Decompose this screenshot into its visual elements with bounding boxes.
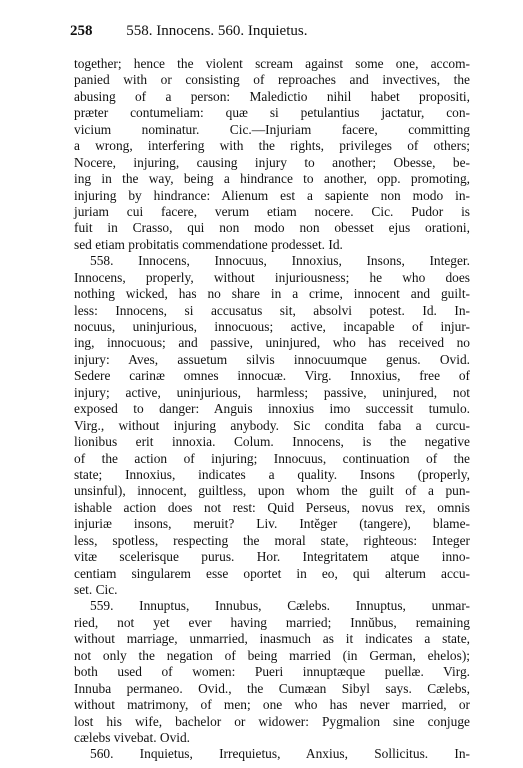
text-line: unsinful), innocent, guiltless, upon whom the guilt of a pun- [74,483,470,499]
text-line: abusing of a person: Maledictio nihil habet propositi, [74,88,470,104]
text-line: Virg., without injuring anybody. Sic condita faba a curcu- [74,417,470,433]
text-line: injuring by hindrance: Alienum est a sapiente non modo in- [74,187,470,203]
text-line: juriam cui facere, verum etiam nocere. Cic. Pudor is [74,203,470,219]
text-line: vitæ scelerisque purus. Hor. Integritatem atque inno- [74,549,470,565]
text-line: injuriæ insons, meruit? Liv. Intĕger (tangere), blame- [74,516,470,532]
page-body [74,56,470,763]
text-line: a wrong, interfering with the rights, privileges of others; [74,138,470,154]
page-number: 258 [70,23,93,39]
text-line: injury: Aves, assuetum silvis innocuumque genus. Ovid. [74,351,470,367]
text-line: exposed to danger: Anguis innoxius imo successit tumulo. [74,401,470,417]
text-line: ing in the way, being a hindrance to another, opp. promoting, [74,171,470,187]
entry-heading-558: 558. Innocens, Innocuus, Innoxius, Insons, Integer. [90,253,470,269]
text-line: ing, innocuous; and passive, uninjured, who has received no [74,335,470,351]
text-line: less, spotless, respecting the moral state, righteous: Integer [74,532,470,548]
text-line: nothing wicked, has no share in a crime, innocent and guilt- [74,286,470,302]
running-title: 558. Innocens. 560. Inquietus. [126,23,308,39]
text-line: fuit in Crasso, qui non modo non obesset ejus orationi, [74,220,470,236]
text-line: Nocere, injuring, causing injury to another; Obesse, be- [74,154,470,170]
text-line: without matrimony, of men; one who has never married, or [74,697,470,713]
text-line: nocuus, uninjurious, innocuous; active, incapable of injur- [74,319,470,334]
text-line: together; hence the violent scream against some one, accom- [74,56,470,71]
text-line: lost his wife, bachelor or widower: Pygmalion sine conjuge [74,713,470,729]
text-line: Innuba permaneo. Ovid., the Cumæan Sibyl says. Cælebs, [74,680,470,696]
text-line: without marriage, unmarried, inasmuch as it indicates a state, [74,631,470,647]
entry-heading-560: 560. Inquietus, Irrequietus, Anxius, Sollicitus. In- [90,746,470,762]
text-line: state; Innoxius, indicates a quality. Insons (properly, [74,466,470,482]
text-line: lionibus erit innoxia. Colum. Innocens, is the negative [74,434,470,450]
text-line: ishable action does not rest: Quid Perseus, novus rex, omnis [74,499,470,515]
text-line: panied with or consisting of reproaches and invectives, the [74,72,470,88]
text-line: injury; active, uninjurious, harmless; passive, uninjured, not [74,384,470,400]
text-line: sed etiam probitatis commendatione prodesset. Id. [74,236,343,252]
text-line: less: Innocens, si accusatus sit, absolvi potest. Id. In- [74,302,470,318]
running-header [70,22,470,40]
text-line: cælebs vivebat. Ovid. [74,729,191,745]
text-line: Innocens, properly, without injuriousness; he who does [74,269,470,285]
text-line: both used of women: Pueri innuptæque puellæ. Virg. [74,664,470,680]
text-line: præter contumeliam: quæ si petulantius jactatur, con- [74,105,470,121]
text-line: Sedere carinæ omnes innocuæ. Virg. Innoxius, free of [74,368,470,384]
text-line: vicium nominatur. Cic.—Injuriam facere, committing [74,121,470,137]
text-line: of the action of injuring; Innocuus, continuation of the [74,450,470,466]
entry-heading-559: 559. Innuptus, Innubus, Cælebs. Innuptus, unmar- [90,598,470,614]
text-line: centiam singularem esse oportet in eo, qui alterum accu- [74,565,470,581]
text-line: not only the negation of being married (in German, ehelos); [74,647,470,663]
text-line: set. Cic. [74,582,118,597]
text-line: ried, not yet ever having married; Innŭbus, remaining [74,614,470,630]
